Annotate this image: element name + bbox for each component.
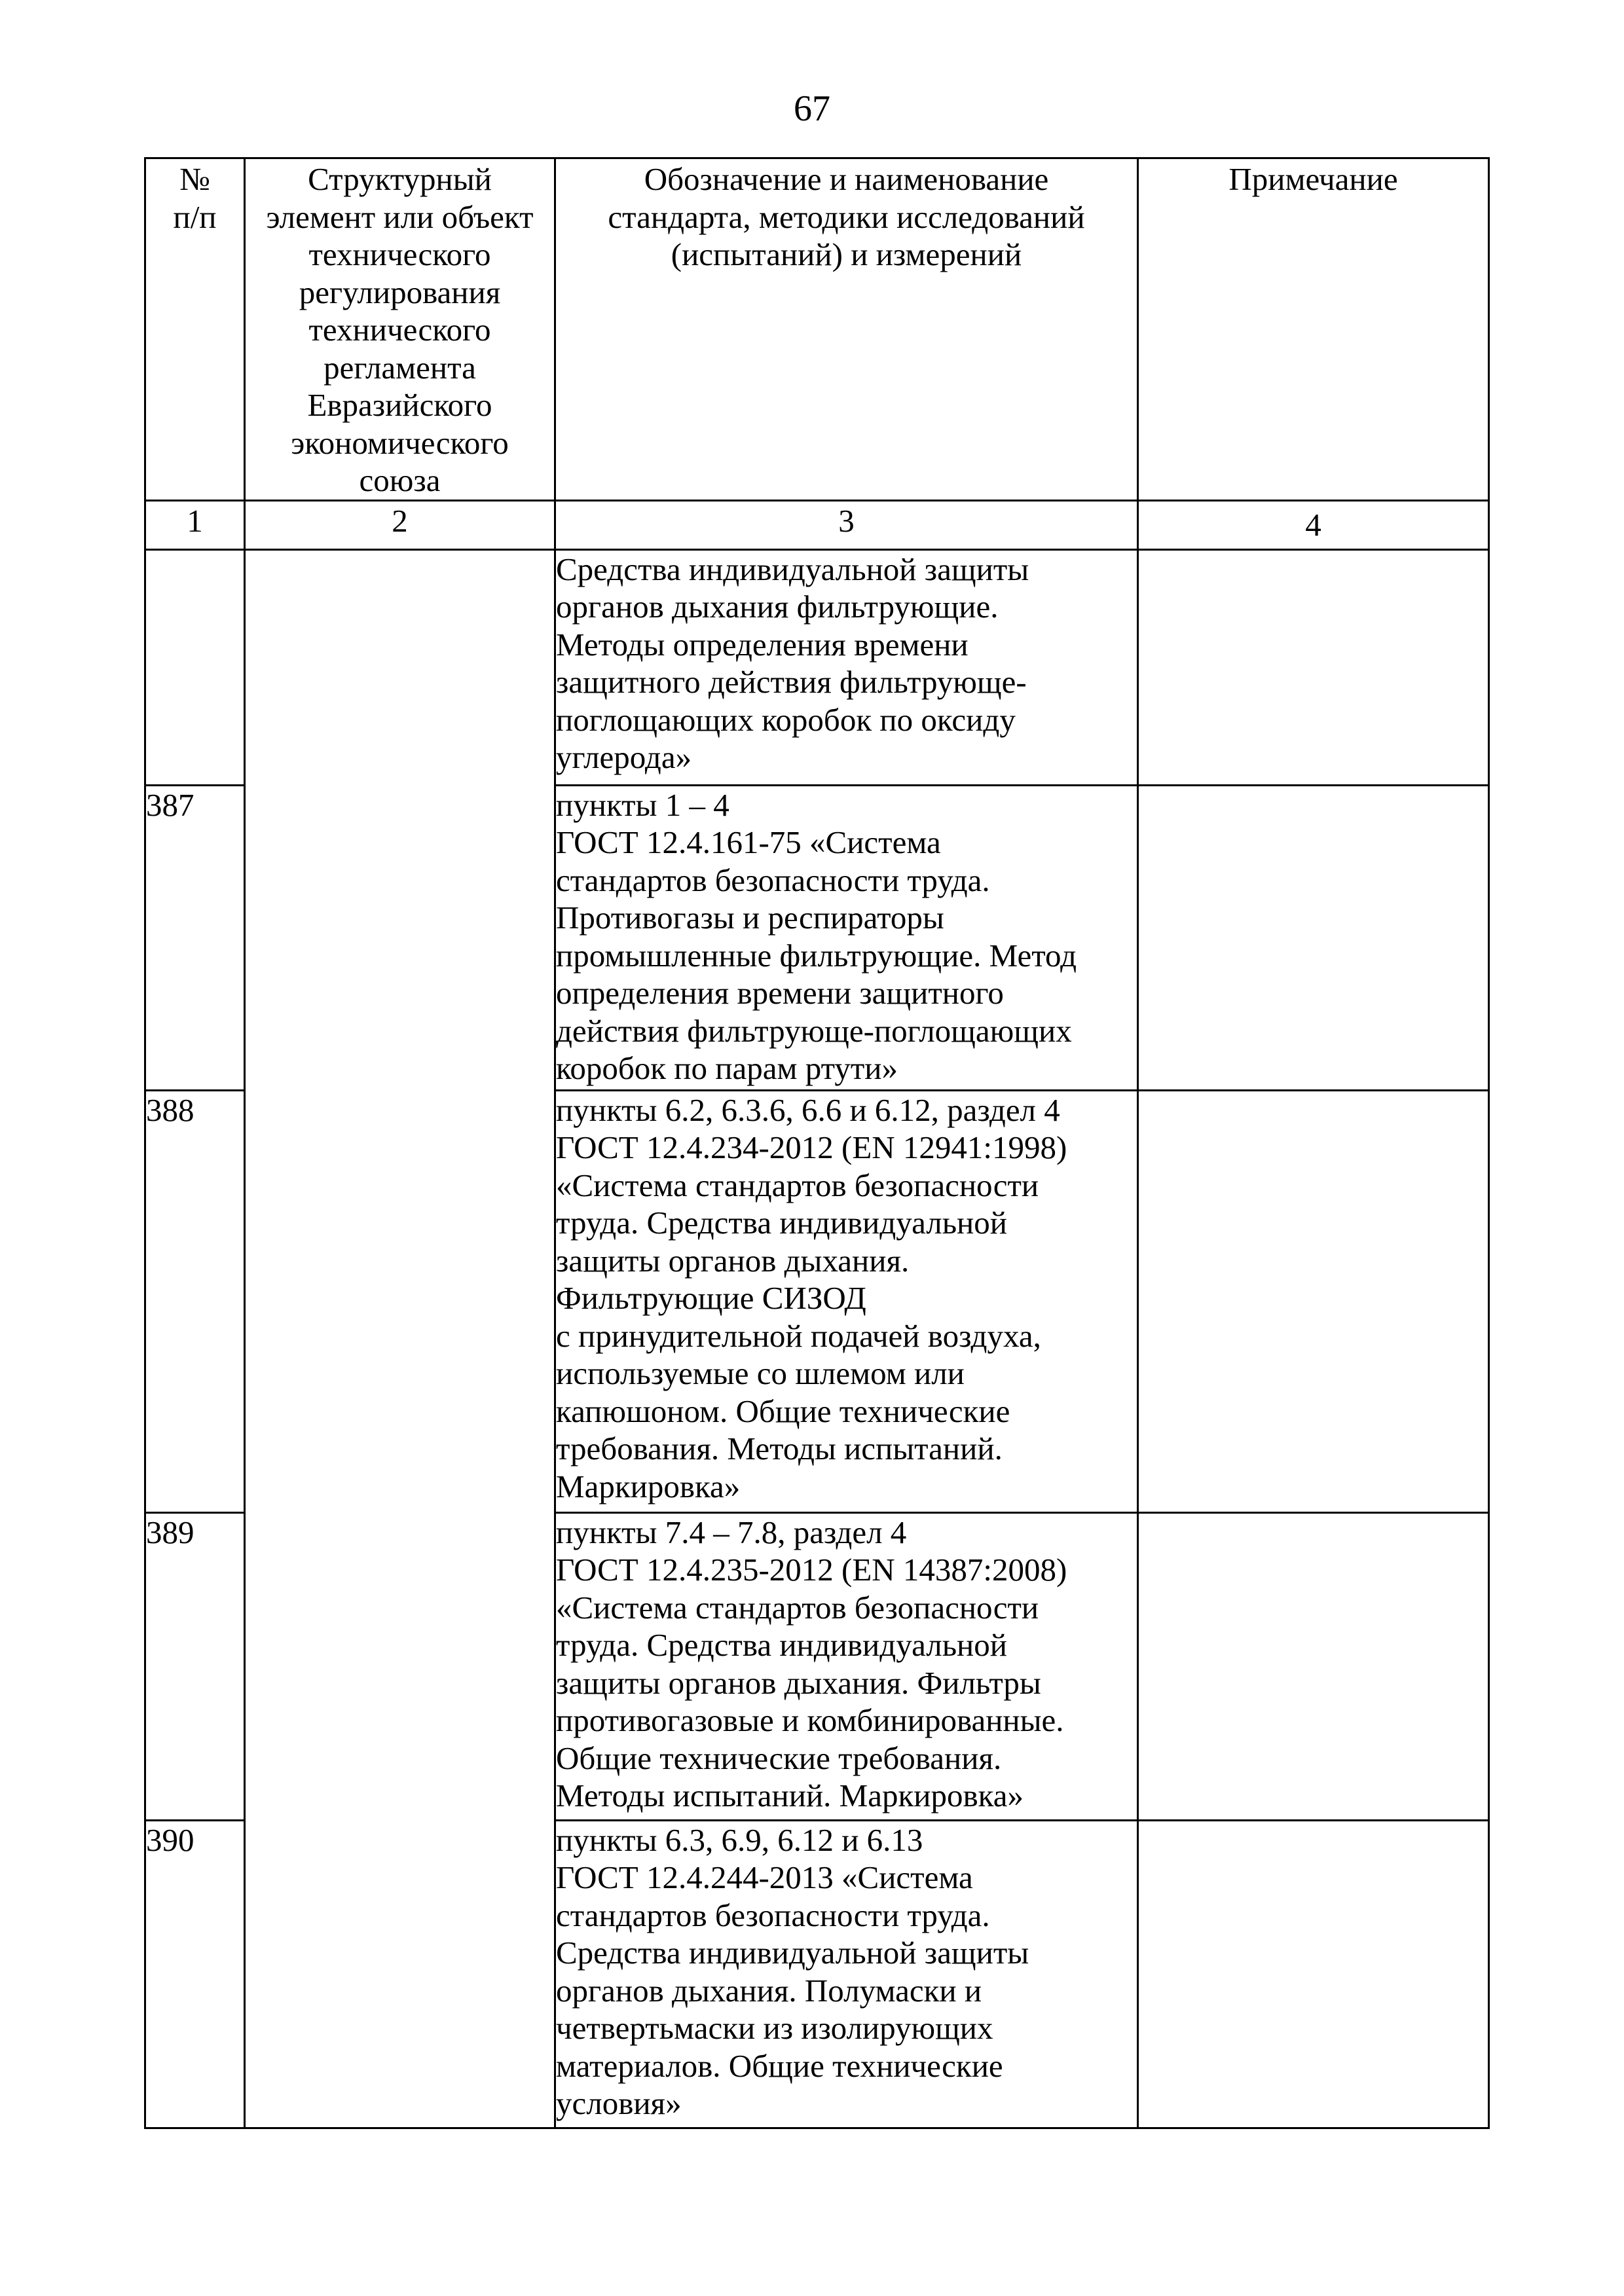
text-line: пункты 6.3, 6.9, 6.12 и 6.13 (556, 1821, 923, 1858)
text-line: регламента (323, 349, 476, 386)
text-line: используемые со шлемом или (556, 1355, 965, 1391)
text-line: противогазовые и комбинированные. (556, 1702, 1064, 1738)
text-line: № (179, 161, 210, 197)
text-line: Фильтрующие СИЗОД (556, 1280, 866, 1316)
text-line: материалов. Общие технические (556, 2047, 1003, 2084)
table-header-row (145, 158, 1489, 501)
text-line: Маркировка» (556, 1468, 741, 1504)
text-line: Общие технические требования. (556, 1740, 1002, 1776)
row-number: 388 (145, 1090, 245, 1512)
text-line: стандарта, методики исследований (608, 198, 1085, 235)
text-line: ГОСТ 12.4.235-2012 (EN 14387:2008) (556, 1552, 1067, 1588)
text-line: Противогазы и респираторы (556, 900, 944, 936)
text-line: Структурный (308, 161, 492, 197)
text-line: ГОСТ 12.4.234-2012 (EN 12941:1998) (556, 1129, 1067, 1165)
text-line: пункты 1 – 4 (556, 786, 729, 823)
text-line: ГОСТ 12.4.161-75 «Система (556, 824, 941, 860)
column-number: 2 (245, 500, 555, 549)
row-number: 387 (145, 785, 245, 1090)
header-structural-element (245, 158, 555, 501)
header-number (145, 158, 245, 501)
column-number-row (145, 500, 1489, 549)
standard-description (555, 549, 1138, 785)
text-line: труда. Средства индивидуальной (556, 1205, 1007, 1241)
standard-description (555, 1820, 1138, 2128)
text-line: технического (308, 312, 491, 348)
text-line: пункты 6.2, 6.3.6, 6.6 и 6.12, раздел 4 (556, 1091, 1060, 1128)
header-note (1138, 158, 1489, 501)
row-number: 389 (145, 1512, 245, 1820)
text-line: Средства индивидуальной защиты (556, 1935, 1029, 1971)
text-line: действия фильтрующе-поглощающих (556, 1012, 1072, 1049)
text-line: определения времени защитного (556, 975, 1004, 1011)
note-cell (1138, 1820, 1489, 2128)
text-line: защиты органов дыхания. Фильтры (556, 1664, 1041, 1701)
column-number: 3 (555, 500, 1138, 549)
text-line: Евразийского (307, 387, 492, 423)
note-cell (1138, 1512, 1489, 1820)
note-cell (1138, 1090, 1489, 1512)
text-line: коробок по парам ртути» (556, 1050, 898, 1086)
text-line: углерода» (556, 739, 692, 775)
text-line: (испытаний) и измерений (671, 236, 1022, 272)
text-line: союза (359, 462, 441, 498)
standard-description (555, 785, 1138, 1090)
text-line: Обозначение и наименование (644, 161, 1049, 197)
text-line: элемент или объект (266, 198, 534, 235)
note-cell (1138, 785, 1489, 1090)
page-number: 67 (794, 88, 830, 129)
text-line: промышленные фильтрующие. Метод (556, 937, 1077, 974)
text-line: труда. Средства индивидуальной (556, 1627, 1007, 1663)
standard-description (555, 1512, 1138, 1820)
text-line: технического (308, 236, 491, 272)
text-line: стандартов безопасности труда. (556, 862, 990, 898)
text-line: капюшоном. Общие технические (556, 1393, 1010, 1429)
text-line: защитного действия фильтрующе- (556, 664, 1027, 700)
text-line: органов дыхания. Полумаски и (556, 1972, 982, 2009)
text-line: органов дыхания фильтрующие. (556, 589, 999, 625)
table-row (145, 549, 1489, 785)
text-line: Средства индивидуальной защиты (556, 551, 1029, 587)
text-line: условия» (556, 2085, 682, 2121)
text-line: стандартов безопасности труда. (556, 1897, 990, 1933)
text-line: ГОСТ 12.4.244-2013 «Система (556, 1859, 973, 1895)
text-line: защиты органов дыхания. (556, 1242, 910, 1279)
row-number: 390 (145, 1820, 245, 2128)
text-line: «Система стандартов безопасности (556, 1167, 1039, 1203)
structural-element-cell (245, 549, 555, 2128)
text-line: «Система стандартов безопасности (556, 1589, 1039, 1626)
header-standard-designation (555, 158, 1138, 501)
note-cell (1138, 549, 1489, 785)
column-number: 1 (145, 500, 245, 549)
row-number (145, 549, 245, 785)
text-line: поглощающих коробок по оксиду (556, 701, 1016, 738)
text-line: регулирования (299, 274, 501, 310)
standard-description (555, 1090, 1138, 1512)
text-line: Методы определения времени (556, 626, 969, 663)
text-line: экономического (291, 424, 509, 461)
text-line: требования. Методы испытаний. (556, 1430, 1003, 1467)
text-line: Примечание (1228, 161, 1398, 197)
text-line: Методы испытаний. Маркировка» (556, 1777, 1024, 1813)
column-number: 4 (1138, 500, 1489, 549)
text-line: с принудительной подачей воздуха, (556, 1317, 1041, 1354)
text-line: п/п (173, 198, 217, 235)
text-line: четвертьмаски из изолирующих (556, 2010, 993, 2046)
standards-table (144, 157, 1490, 2129)
text-line: пункты 7.4 – 7.8, раздел 4 (556, 1514, 907, 1550)
